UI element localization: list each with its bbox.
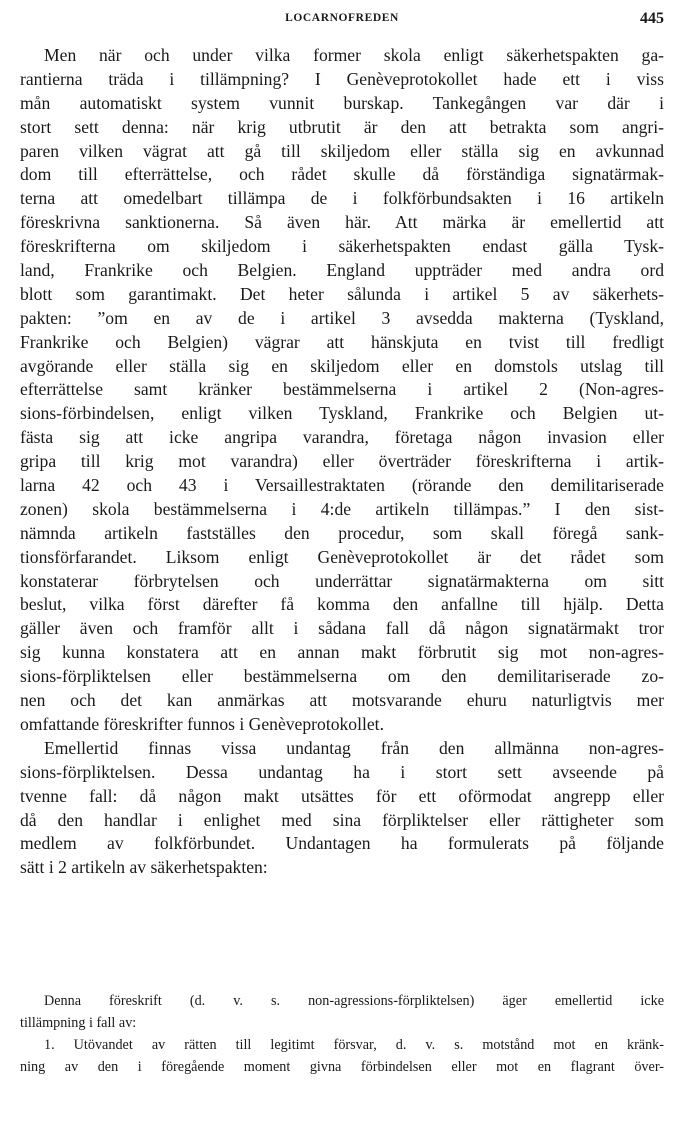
text-line: avgörande eller ställa sig en skiljedom eller en domstols utslag till [20, 355, 664, 376]
text-line: sions-förpliktelsen. Dessa undantag ha i stort sett avseende på [20, 761, 664, 782]
text-line: sions-förbindelsen, enligt vilken Tyskland, Frankrike och Belgien ut- [20, 403, 664, 424]
text-line: beslut, vilka först därefter få komma den anfallne till hjälp. Detta [20, 594, 664, 615]
text-line: sions-förpliktelsen eller bestämmelserna om den demilitariserade zo- [20, 666, 664, 687]
text-line: rantierna träda i tillämpning? I Genèveprotokollet hade ett i viss [20, 68, 664, 89]
text-line: sätt i 2 artikeln av säkerhetspakten: [20, 857, 268, 878]
quote-line: 1. Utövandet av rätten till legitimt försvar, d. v. s. motstånd mot en kränk- [44, 1037, 664, 1053]
quote-line: tillämpning i fall av: [20, 1015, 137, 1031]
text-line: dom till efterrättelse, och rådet skulle då förständiga signatärmak- [20, 164, 664, 185]
quote-line: Denna föreskrift (d. v. s. non-agressions-förpliktelsen) äger emellertid icke [44, 993, 664, 1009]
text-line: sig kunna konstatera att en annan makt förbrutit sig mot non-agres- [20, 642, 664, 663]
text-line: Men när och under vilka former skola enligt säkerhetspakten ga- [44, 45, 664, 65]
text-line: zonen) skola bestämmelserna i 4:de artikeln tillämpas.” I den sist- [20, 498, 664, 519]
text-line: då den handlar i enlighet med sina förpliktelser eller rättigheter som [20, 809, 664, 830]
text-line: omfattande föreskrifter funnos i Genèveprotokollet. [20, 713, 384, 734]
quote-line: ning av den i föregående moment givna förbindelsen eller mot en flagrant över- [20, 1059, 664, 1075]
text-line: medlem av folkförbundet. Undantagen ha formulerats på följande [20, 833, 664, 854]
text-line: larna 42 och 43 i Versaillestraktaten (rörande den demilitariserade [20, 475, 664, 496]
text-line: Emellertid finnas vissa undantag från den allmänna non-agres- [44, 737, 664, 758]
text-line: föreskrifterna om skiljedom i säkerhetspakten endast gälla Tysk- [20, 236, 664, 257]
text-line: pakten: ”om en av de i artikel 3 avsedda makterna (Tyskland, [20, 307, 664, 328]
text-line: gripa till krig mot varandra) eller överträder föreskrifterna i artik- [20, 451, 664, 472]
text-line: nämnda artikeln fastställes den procedur, som skall föregå sank- [20, 522, 664, 543]
text-line: land, Frankrike och Belgien. England uppträder med andra ord [20, 260, 664, 281]
text-line: gäller även och framför allt i sådana fall då någon signatärmakt tror [20, 618, 664, 639]
text-line: efterrättelse samt kränker bestämmelserna i artikel 2 (Non-agres- [20, 379, 664, 400]
text-line: Frankrike och Belgien) vägrar att hänskjuta en tvist till fredligt [20, 331, 664, 352]
text-line: terna att omedelbart tillämpa de i folkförbundsakten i 16 artikeln [20, 188, 664, 209]
block-quote [20, 990, 664, 1078]
running-title: LOCARNOFREDEN [285, 12, 399, 24]
text-line: fästa sig att icke angripa varandra, företaga någon invasion eller [20, 427, 664, 448]
text-line: blott som garantimakt. Det heter sålunda i artikel 5 av säkerhets- [20, 283, 664, 304]
body-text [20, 44, 664, 880]
text-line: tionsförfarandet. Liksom enligt Genèveprotokollet är det rådet som [20, 546, 664, 567]
text-line: paren vilken vägrat att gå till skiljedom eller ställa sig en avkunnad [20, 140, 664, 161]
page-number: 445 [640, 10, 664, 27]
text-line: föreskrivna sanktionerna. Så även här. Att märka är emellertid att [20, 212, 664, 233]
page-header [20, 10, 664, 32]
text-line: nen och det kan anmärkas att motsvarande ehuru naturligtvis mer [20, 690, 664, 711]
text-line: tvenne fall: då någon makt utsättes för ett oförmodat angrepp eller [20, 785, 664, 806]
text-line: stort sett denna: när krig utbrutit är den att betrakta som angri- [20, 116, 664, 137]
text-line: mån automatiskt system vunnit burskap. Tankegången var där i [20, 92, 664, 113]
text-line: konstaterar förbrytelsen och underrättar signatärmakterna om sitt [20, 570, 664, 591]
